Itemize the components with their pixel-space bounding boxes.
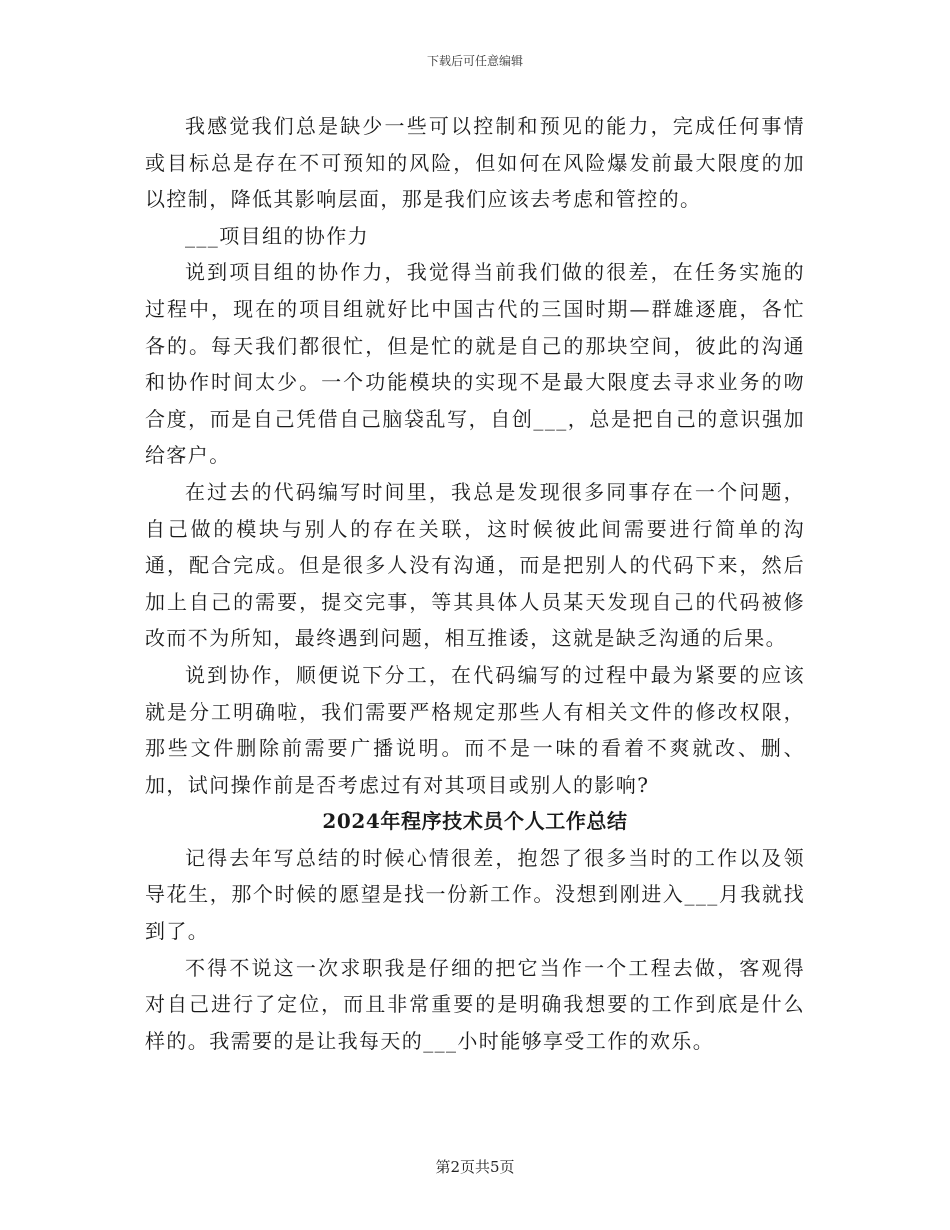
document-body [145, 108, 805, 1059]
paragraph-risk-control: 我感觉我们总是缺少一些可以控制和预见的能力，完成任何事情或目标总是存在不可预知的风险，但如何在风险爆发前最大限度的加以控制，降低其影响层面，那是我们应该去考虑和管控的。 [145, 114, 805, 212]
section-heading-collaboration: ___项目组的协作力 [185, 223, 369, 248]
paragraph-team-collaboration: 说到项目组的协作力，我觉得当前我们做的很差，在任务实施的过程中，现在的项目组就好比中国古代的三国时期—群雄逐鹿，各忙各的。每天我们都很忙，但是忙的就是自己的那块空间，彼此的沟通和协作时间太少。一个功能模块的实现不是最大限度去寻求业务的吻合度，而是自己凭借自己脑袋乱写，自创___，总是把自己的意识强加给客户。 [145, 260, 805, 468]
paragraph-division-of-labor: 说到协作，顺便说下分工，在代码编写的过程中最为紧要的应该就是分工明确啦，我们需要严格规定那些人有相关文件的修改权限，那些文件删除前需要广播说明。而不是一味的看着不爽就改、删、加，试问操作前是否考虑过有对其项目或别人的影响? [145, 662, 805, 797]
paragraph-last-year: 记得去年写总结的时候心情很差，抱怨了很多当时的工作以及领导花生，那个时候的愿望是找一份新工作。没想到刚进入___月我就找到了。 [145, 845, 805, 944]
page-header: 下载后可任意编辑 [426, 54, 523, 68]
page-footer: 第2页共5页 [435, 1158, 515, 1176]
document-title: 2024年程序技术员个人工作总结 [322, 809, 628, 834]
paragraph-job-search: 不得不说这一次求职我是仔细的把它当作一个工程去做，客观得对自己进行了定位，而且非常重要的是明确我想要的工作到底是什么样的。我需要的是让我每天的___小时能够享受工作的欢乐。 [145, 955, 805, 1053]
paragraph-communication: 在过去的代码编写时间里，我总是发现很多同事存在一个问题，自己做的模块与别人的存在关联，这时候彼此间需要进行简单的沟通，配合完成。但是很多人没有沟通，而是把别人的代码下来，然后加上自己的需要，提交完事，等其具体人员某天发现自己的代码被修改而不为所知，最终遇到问题，相互推诿，这就是缺乏沟通的后果。 [145, 479, 805, 651]
